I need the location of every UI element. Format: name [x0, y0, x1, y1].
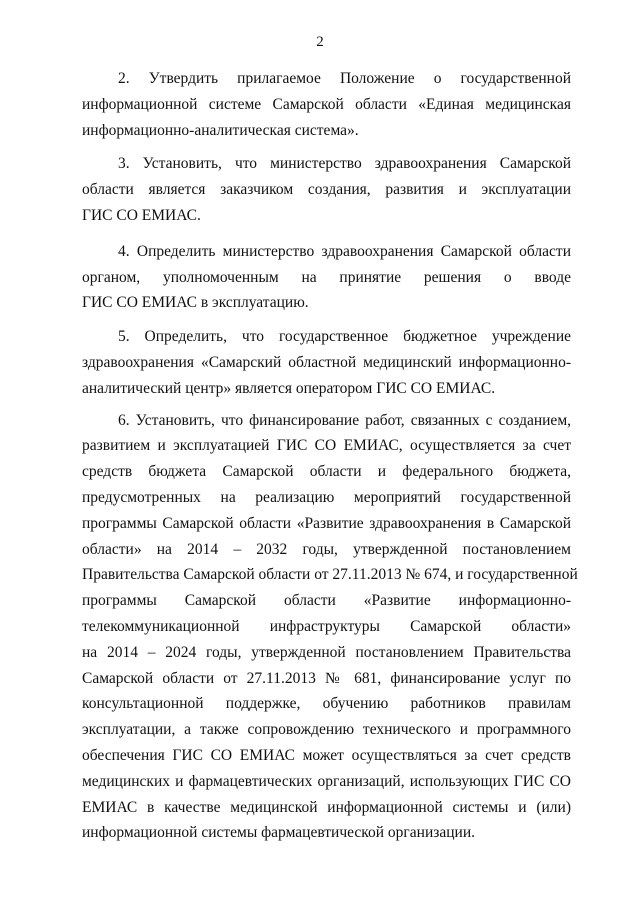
text-line: консультационной поддержке, обучению работников правилам: [82, 695, 571, 713]
text-line: информационно-аналитическая система».: [82, 121, 359, 139]
text-line: средств бюджета Самарской области и федерального бюджета,: [82, 463, 571, 481]
text-line: ГИС СО ЕМИАС в эксплуатацию.: [82, 294, 309, 312]
text-line: на 2014 – 2024 годы, утвержденной постановлением Правительства: [82, 643, 571, 661]
document-body: [82, 66, 578, 846]
text-line: программы Самарской области «Развитие информационно-: [82, 592, 571, 610]
text-line: ЕМИАС в качестве медицинской информационной системы и (или): [82, 798, 571, 816]
text-line: информационной системы фармацевтической организации.: [82, 824, 476, 842]
text-line: развитием и эксплуатацией ГИС СО ЕМИАС, осуществляется за счет: [82, 437, 571, 455]
text-line: предусмотренных на реализацию мероприятий государственной: [82, 488, 571, 506]
text-line: области» на 2014 – 2032 годы, утвержденной постановлением: [82, 540, 571, 558]
text-line: аналитический центр» является оператором ГИС СО ЕМИАС.: [82, 379, 496, 397]
text-line: здравоохранения «Самарский областной медицинский информационно-: [82, 353, 571, 371]
text-line: медицинских и фармацевтических организаций, использующих ГИС СО: [82, 772, 571, 790]
text-line: эксплуатации, а также сопровождению технического и программного: [82, 721, 571, 739]
text-line: Самарской области от 27.11.2013 № 681, финансирование услуг по: [82, 669, 571, 687]
page-number: 2: [316, 34, 324, 50]
text-line: 4. Определить министерство здравоохранения Самарской области: [118, 242, 571, 260]
text-line: 5. Определить, что государственное бюджетное учреждение: [118, 328, 571, 346]
text-line: области является заказчиком создания, развития и эксплуатации: [82, 181, 571, 199]
text-line: обеспечения ГИС СО ЕМИАС может осуществляться за счет средств: [82, 746, 571, 764]
text-line: 6. Установить, что финансирование работ, связанных с созданием,: [118, 411, 571, 429]
text-line: Правительства Самарской области от 27.11.2013 № 674, и государственной: [82, 566, 578, 584]
text-line: программы Самарской области «Развитие здравоохранения в Самарской: [82, 514, 571, 532]
text-line: 3. Установить, что министерство здравоохранения Самарской: [118, 155, 571, 173]
paragraph: [82, 66, 571, 143]
paragraph: [82, 151, 571, 228]
text-line: органом, уполномоченным на принятие решения о вводе: [82, 268, 571, 286]
text-line: информационной системе Самарской области «Единая медицинская: [82, 95, 571, 113]
text-line: ГИС СО ЕМИАС.: [82, 206, 201, 224]
paragraph: [82, 239, 571, 316]
paragraph: [82, 408, 578, 847]
paragraph: [82, 324, 571, 401]
text-line: телекоммуникационной инфраструктуры Самарской области»: [82, 617, 571, 635]
text-line: 2. Утвердить прилагаемое Положение о государственной: [118, 70, 571, 87]
